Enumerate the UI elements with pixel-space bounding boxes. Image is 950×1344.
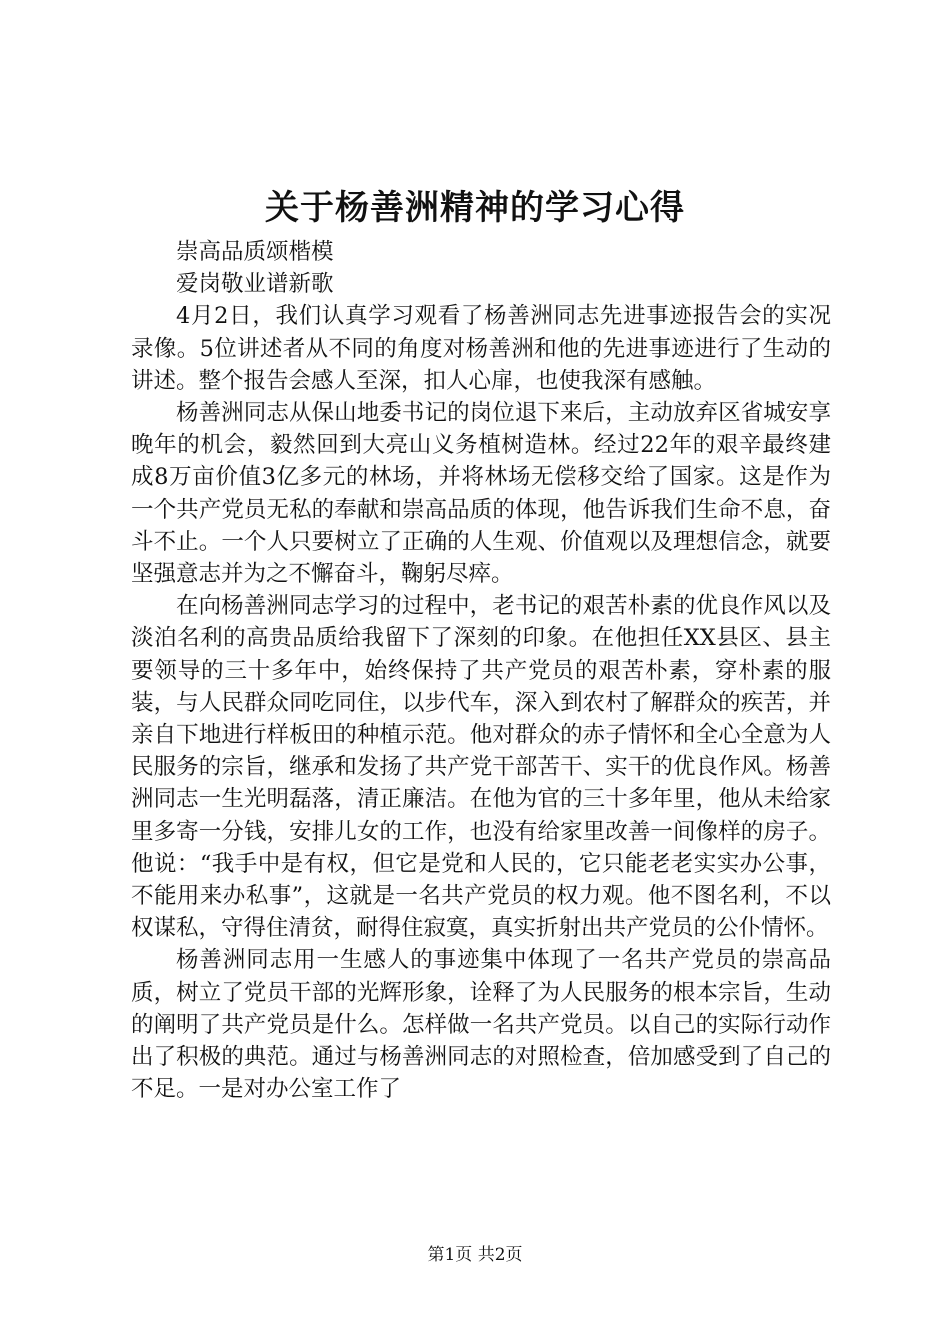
paragraph-2: 杨善洲同志从保山地委书记的岗位退下来后，主动放弃区省城安享晚年的机会，毅然回到大亮山义务植树造林。经过22年的艰辛最终建成8万亩价值3亿多元的林场，并将林场无偿移交给了国家。这是作为一个共产党员无私的奉献和崇高品质的体现，他告诉我们生命不息，奋斗不止。一个人只要树立了正确的人生观、价值观以及理想信念，就要坚强意志并为之不懈奋斗，鞠躬尽瘁。 xyxy=(131,400,831,588)
document-body xyxy=(131,236,831,1105)
paragraph-3: 在向杨善洲同志学习的过程中，老书记的艰苦朴素的优良作风以及淡泊名利的高贵品质给我留下了深刻的印象。在他担任XX县区、县主要领导的三十多年中，始终保持了共产党员的艰苦朴素，穿朴素的服装，与人民群众同吃同住，以步代车，深入到农村了解群众的疾苦，并亲自下地进行样板田的种植示范。他对群众的赤子情怀和全心全意为人民服务的宗旨，继承和发扬了共产党干部苦干、实干的优良作风。杨善洲同志一生光明磊落，清正廉洁。在他为官的三十多年里，他从未给家里多寄一分钱，安排儿女的工作，也没有给家里改善一间像样的房子。他说：“我手中是有权，但它是党和人民的，它只能老老实实办公事，不能用来办私事”，这就是一名共产党员的权力观。他不图名利，不以权谋私，守得住清贫，耐得住寂寞，真实折射出共产党员的公仆情怀。 xyxy=(131,593,831,942)
page-footer: 第1页 共2页 xyxy=(427,1245,523,1265)
paragraph-1: 4月2日，我们认真学习观看了杨善洲同志先进事迹报告会的实况录像。5位讲述者从不同的角度对杨善洲和他的先进事迹进行了生动的讲述。整个报告会感人至深，扣人心扉，也使我深有感触。 xyxy=(131,303,831,394)
document-title: 关于杨善洲精神的学习心得 xyxy=(265,188,685,228)
subtitle-line-1: 崇高品质颂楷模 xyxy=(176,239,334,265)
paragraph-4: 杨善洲同志用一生感人的事迹集中体现了一名共产党员的崇高品质，树立了党员干部的光辉形象，诠释了为人民服务的根本宗旨，生动的阐明了共产党员是什么。怎样做一名共产党员。以自己的实际行动作出了积极的典范。通过与杨善洲同志的对照检查，倍加感受到了自己的不足。一是对办公室工作了 xyxy=(131,947,831,1103)
subtitle-line-2: 爱岗敬业谱新歌 xyxy=(176,271,334,298)
